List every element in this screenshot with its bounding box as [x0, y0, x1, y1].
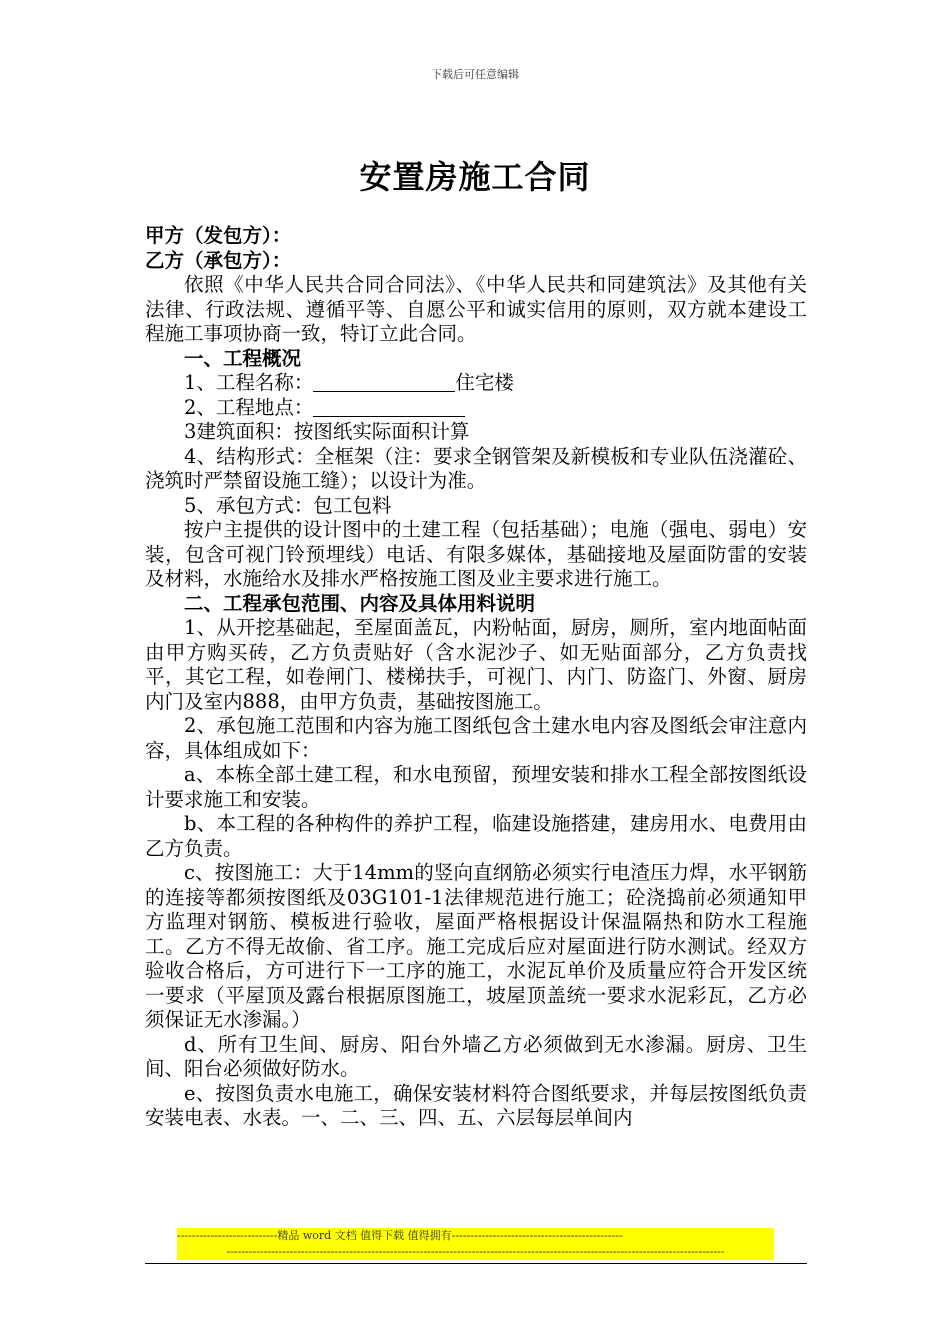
footer-banner: [177, 1228, 774, 1260]
scope-description: 按户主提供的设计图中的土建工程（包括基础）；电施（强电、弱电）安装，包含可视门铃预埋线）电话、有限多媒体，基础接地及屋面防雷的安装及材料，水施给水及排水严格按施工图及业主要求进行施工。: [145, 518, 807, 590]
section2-item-a: a、本栋全部土建工程，和水电预留，预埋安装和排水工程全部按图纸设计要求施工和安装。: [145, 763, 807, 811]
project-name-line: [145, 371, 807, 396]
project-name-value: 住宅楼: [455, 371, 514, 394]
section2-item-d: d、所有卫生间、厨房、阳台外墙乙方必须做到无水渗漏。厨房、卫生间、阳台必须做好防水。: [145, 1032, 807, 1080]
project-location-line: [145, 396, 807, 421]
footer-divider: [145, 1263, 807, 1264]
section1-heading: 一、工程概况: [184, 346, 302, 370]
party-a-line: 甲方（发包方）：: [145, 224, 292, 247]
party-b-line: 乙方（承包方）：: [145, 248, 292, 272]
section2-heading: 二、工程承包范围、内容及具体用料说明: [184, 591, 536, 615]
project-location-label: 2、工程地点：: [184, 395, 314, 419]
contract-method-line: 5、承包方式：包工包料: [184, 493, 392, 517]
footer-dashes-right: ----------------------------------------------: [451, 1229, 623, 1242]
section2-item-c: c、按图施工：大于14mm的竖向直纲筋必须实行电渣压力焊，水平钢筋的连接等都须按图纸及03G101-1法律规范进行施工；砼浇捣前必须通知甲方监理对钢筋、模板进行验收，屋面严格根据设计保温隔热和防水工程施工。乙方不得无故偷、省工序。施工完成后应对屋面进行防水测试。经双方验收合格后，方可进行下一工序的施工，水泥瓦单价及质量应符合开发区统一要求（平屋顶及露台根据原图施工，坡屋顶盖统一要求水泥彩瓦，乙方必须保证无水渗漏。）: [145, 861, 807, 1031]
section2-item-e: e、按图负责水电施工，确保安装材料符合图纸要求，并每层按图纸负责安装电表、水表。一、二、三、四、五、六层每层单间内: [145, 1081, 807, 1129]
footer-slogan: 精品 word 文档 值得下载 值得拥有: [277, 1229, 452, 1242]
footer-line-2: --------------------------------------------------------------------------------------------------------------------------------------: [226, 1245, 725, 1258]
document-title: 安置房施工合同: [359, 158, 591, 196]
project-location-blank: [313, 398, 465, 417]
section2-item-2: 2、承包施工范围和内容为施工图纸包含土建水电内容及图纸会审注意内容，具体组成如下：: [145, 714, 807, 762]
project-name-blank: [313, 373, 455, 392]
structure-line: 4、结构形式：全框架（注：要求全钢管架及新模板和专业队伍浇灌砼、浇筑时严禁留设施工缝）；以设计为准。: [145, 444, 807, 492]
building-area-line: 3建筑面积：按图纸实际面积计算: [184, 420, 470, 443]
footer-line-1: [177, 1228, 774, 1244]
project-name-label: 1、工程名称：: [184, 371, 314, 394]
header-note: 下载后可任意编辑: [431, 68, 519, 81]
footer-dashes-left: ---------------------------: [177, 1229, 278, 1242]
intro-paragraph: 依照《中华人民共合同合同法》、《中华人民共和同建筑法》及其他有关法律、行政法规、遵循平等、自愿公平和诚实信用的原则，双方就本建设工程施工事项协商一致，特订立此合同。: [145, 273, 807, 345]
section2-item-1: 1、从开挖基础起，至屋面盖瓦，内粉帖面，厨房，厕所，室内地面帖面由甲方购买砖，乙方负责贴好（含水泥沙子、如无贴面部分，乙方负责找平，其它工程，如卷闸门、楼梯扶手，可视门、内门、防盗门、外窗、厨房内门及室内888，由甲方负责，基础按图施工。: [145, 616, 807, 713]
document-body: [145, 224, 807, 1131]
section2-item-b: b、本工程的各种构件的养护工程，临建设施搭建，建房用水、电费用由乙方负责。: [145, 812, 807, 860]
